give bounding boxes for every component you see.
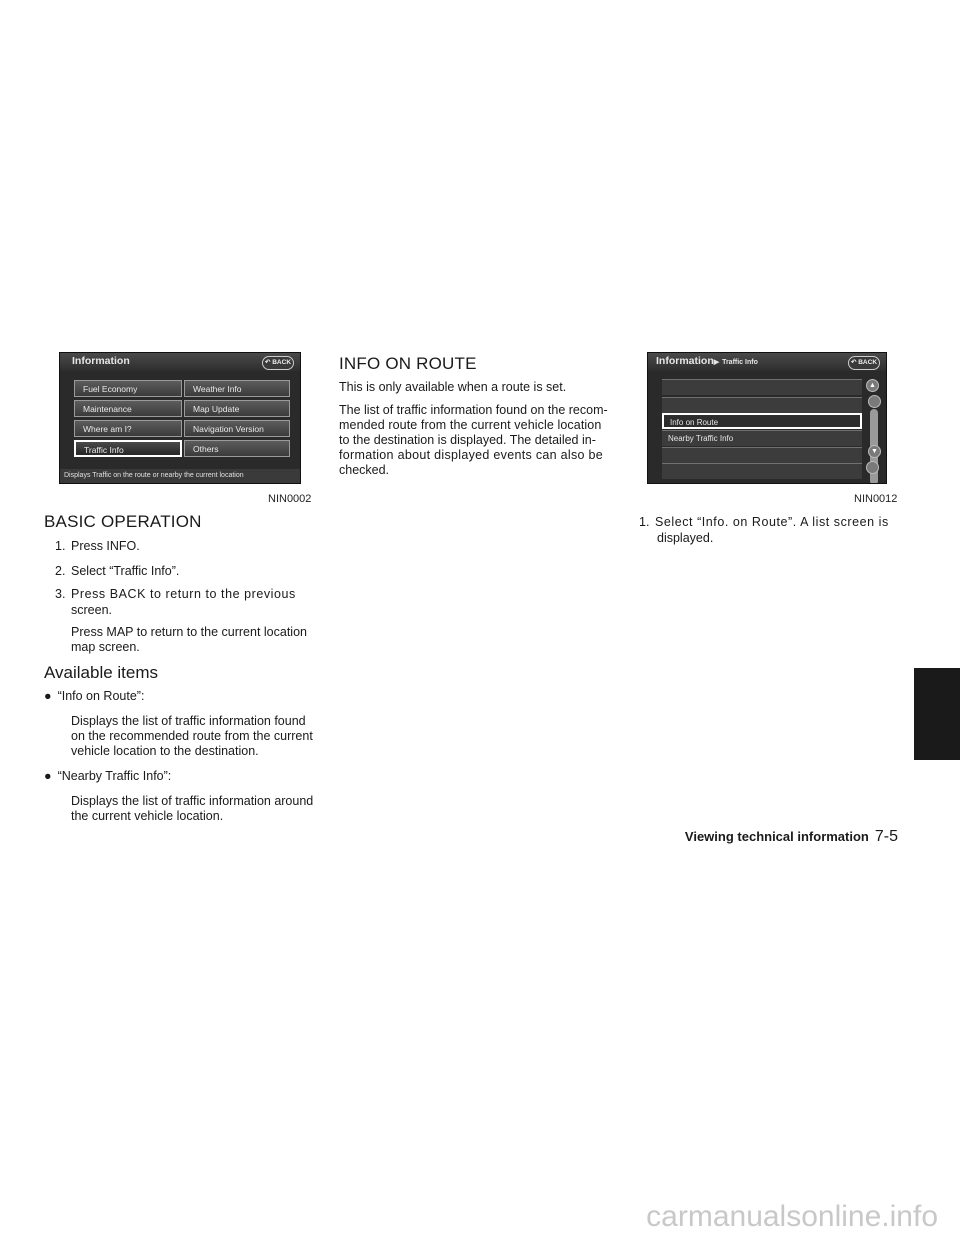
list-row-empty — [662, 463, 862, 479]
list-row-empty — [662, 447, 862, 463]
scroll-page-up-icon — [868, 395, 881, 408]
heading-basic-operation: BASIC OPERATION — [44, 512, 202, 531]
bullet-icon: ● — [44, 689, 52, 703]
scroll-down-icon — [866, 461, 879, 474]
step-1: 1. Press INFO. — [55, 539, 140, 553]
heading-available-items: Available items — [44, 663, 159, 682]
figure-caption-right: NIN0012 — [854, 493, 898, 505]
menu-navigation-version: Navigation Version — [184, 420, 290, 437]
menu-weather-info: Weather Info — [184, 380, 290, 397]
item-nearby-traffic-info-label: ● “Nearby Traffic Info”: — [44, 769, 172, 783]
menu-maintenance: Maintenance — [74, 400, 182, 417]
screen-title: Information — [656, 355, 714, 367]
menu-others: Others — [184, 440, 290, 457]
back-button: ↶ BACK — [262, 356, 294, 370]
screen-title: Information — [72, 355, 130, 367]
step-3: 3. Press BACK to return to the previous screen. — [55, 587, 296, 617]
section-tab — [914, 668, 960, 760]
nav-screen-information — [59, 352, 301, 484]
info-on-route-note: This is only available when a route is set. — [339, 380, 567, 394]
heading-info-on-route: INFO ON ROUTE — [339, 354, 477, 373]
right-step-1: 1. Select “Info. on Route”. A list screen is displayed. — [639, 515, 889, 545]
list-item-info-on-route: Info on Route — [662, 413, 862, 429]
bullet-icon: ● — [44, 769, 52, 783]
menu-traffic-info: Traffic Info — [74, 440, 182, 457]
screen-header — [648, 353, 886, 371]
figure-caption-left: NIN0002 — [268, 493, 312, 505]
list-item-nearby-traffic-info: Nearby Traffic Info — [662, 430, 862, 446]
menu-map-update: Map Update — [184, 400, 290, 417]
screen-header — [60, 353, 300, 371]
breadcrumb: Traffic Info — [722, 359, 758, 366]
list-row-empty — [662, 397, 862, 413]
page-footer — [685, 828, 898, 846]
scroll-up-icon: ▲ — [866, 379, 879, 392]
list-row-empty — [662, 379, 862, 395]
step-3-note: Press MAP to return to the current location map screen. — [71, 625, 307, 654]
item-nearby-traffic-info-desc: Displays the list of traffic information around the current vehicle location. — [71, 794, 314, 823]
step-2: 2. Select “Traffic Info”. — [55, 564, 180, 578]
screen-status-text: Displays Traffic on the route or nearby the current location — [60, 469, 300, 483]
page-number: 7-5 — [874, 828, 898, 845]
item-info-on-route-label: ● “Info on Route”: — [44, 689, 145, 703]
breadcrumb-arrow-icon: ▶ — [713, 359, 720, 366]
nav-screen-traffic-info — [647, 352, 887, 484]
back-button: ↶ BACK — [848, 356, 880, 370]
menu-fuel-economy: Fuel Economy — [74, 380, 182, 397]
item-info-on-route-desc: Displays the list of traffic information found on the recommended route from the current vehicle location to the destination. — [71, 714, 313, 758]
footer-section-title: Viewing technical information — [684, 829, 869, 844]
info-on-route-description: The list of traffic information found on the recom- mended route from the current vehicle location to the destination is displayed. The detailed in- formation about displayed events can also be checked. — [339, 403, 608, 477]
watermark: carmanualsonline.info — [646, 1200, 938, 1233]
menu-where-am-i: Where am I? — [74, 420, 182, 437]
scroll-page-down-icon: ▼ — [868, 445, 881, 458]
